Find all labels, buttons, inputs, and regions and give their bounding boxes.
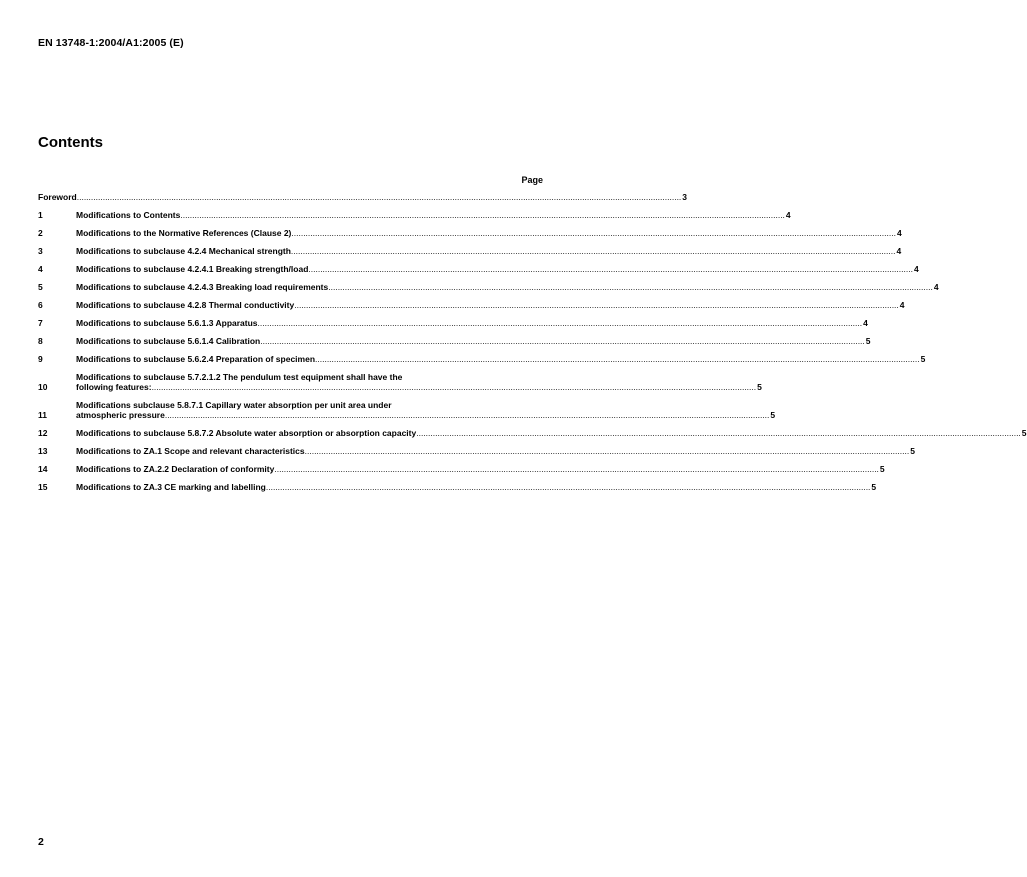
- toc-entry-title: atmospheric pressure: [76, 410, 165, 420]
- toc-entry-title: Modifications to subclause 5.7.2.1.2 The pendulum test equipment shall have the: [76, 372, 403, 382]
- toc-leader-dots: [77, 192, 682, 202]
- toc-entry-page: 4: [933, 282, 939, 292]
- toc-leader-dots: [416, 428, 1021, 438]
- toc-entry[interactable]: [38, 446, 915, 456]
- toc-entry[interactable]: [38, 210, 791, 220]
- toc-entry[interactable]: [38, 300, 905, 310]
- toc-entry-number: 5: [38, 282, 43, 292]
- toc-entry[interactable]: [38, 482, 877, 492]
- toc-leader-dots: [165, 410, 770, 420]
- toc-entry[interactable]: [38, 192, 688, 202]
- toc-entry-page: 4: [913, 264, 919, 274]
- toc-entry-title: Modifications to ZA.1 Scope and relevant characteristics: [76, 446, 305, 456]
- toc-entry-title: Modifications to subclause 5.6.2.4 Preparation of specimen: [76, 354, 316, 364]
- toc-leader-dots: [266, 482, 871, 492]
- toc-entry-page: 3: [682, 192, 688, 202]
- page-number: 2: [38, 836, 44, 848]
- toc-leader-dots: [180, 210, 785, 220]
- toc-entry[interactable]: [38, 246, 902, 256]
- toc-entry[interactable]: [38, 428, 1027, 438]
- toc-entry-title: Modifications to subclause 5.8.7.2 Absolute water absorption or absorption capacity: [76, 428, 417, 438]
- toc-entry-page: 5: [879, 464, 885, 474]
- toc-entry[interactable]: [38, 318, 868, 328]
- toc-entry[interactable]: [38, 336, 871, 346]
- toc-entry[interactable]: [38, 464, 885, 474]
- toc-entry-number: 9: [38, 354, 43, 364]
- toc-entry[interactable]: [38, 264, 919, 274]
- toc-leader-dots: [294, 300, 899, 310]
- toc-entry-title: Modifications to subclause 4.2.4.1 Breaking strength/load: [76, 264, 309, 274]
- toc-entry-page: 5: [920, 354, 926, 364]
- toc-entry[interactable]: [38, 400, 776, 420]
- toc-entry-title: Foreword: [38, 192, 77, 202]
- toc-entry-number: 15: [38, 482, 48, 492]
- toc-entry-title: Modifications to the Normative References (Clause 2): [76, 228, 292, 238]
- toc-leader-dots: [291, 246, 896, 256]
- toc-leader-dots: [274, 464, 879, 474]
- toc-entry-page: 5: [1021, 428, 1027, 438]
- toc-entry-page: 5: [757, 382, 762, 392]
- toc-entry-title: Modifications to subclause 4.2.8 Thermal conductivity: [76, 300, 295, 310]
- toc-entry-number: 4: [38, 264, 43, 274]
- toc-entry-page: 4: [899, 300, 905, 310]
- toc-entry-page: 4: [896, 246, 902, 256]
- toc-leader-dots: [308, 264, 913, 274]
- toc-leader-dots: [152, 382, 757, 392]
- toc-entry-number: 10: [38, 382, 48, 392]
- toc-entry-title: following features:: [76, 382, 152, 392]
- toc-entry-title: Modifications to ZA.3 CE marking and labelling: [76, 482, 266, 492]
- toc-entry-page: 5: [865, 336, 871, 346]
- toc-entry[interactable]: [38, 228, 902, 238]
- toc-entry-title: Modifications to Contents: [76, 210, 181, 220]
- toc-entry-title: Modifications to ZA.2.2 Declaration of conformity: [76, 464, 275, 474]
- toc-leader-dots: [260, 336, 865, 346]
- toc-entry-page: 4: [863, 318, 868, 328]
- toc-entry-number: 13: [38, 446, 48, 456]
- document-header: EN 13748-1:2004/A1:2005 (E): [38, 37, 184, 49]
- toc-leader-dots: [315, 354, 920, 364]
- toc-entry-number: 1: [38, 210, 43, 220]
- table-of-contents: [38, 192, 1027, 500]
- toc-entry-title: Modifications to subclause 5.6.1.3 Apparatus: [76, 318, 258, 328]
- page-column-label: Page: [521, 175, 543, 185]
- toc-entry-number: 3: [38, 246, 43, 256]
- toc-entry-number: 8: [38, 336, 43, 346]
- toc-entry-number: 14: [38, 464, 48, 474]
- toc-entry-page: 4: [896, 228, 902, 238]
- toc-entry-number: 7: [38, 318, 43, 328]
- toc-entry-page: 5: [910, 446, 915, 456]
- toc-entry-page: 4: [785, 210, 791, 220]
- toc-leader-dots: [291, 228, 896, 238]
- toc-leader-dots: [328, 282, 933, 292]
- toc-entry[interactable]: [38, 354, 926, 364]
- toc-entry[interactable]: [38, 282, 939, 292]
- toc-entry-title: Modifications to subclause 5.6.1.4 Calibration: [76, 336, 261, 346]
- contents-title: Contents: [38, 134, 103, 151]
- toc-entry-number: 11: [38, 410, 47, 420]
- toc-entry-title: Modifications to subclause 4.2.4.3 Breaking load requirements: [76, 282, 329, 292]
- toc-entry[interactable]: [38, 372, 762, 392]
- toc-entry-title: Modifications to subclause 4.2.4 Mechanical strength: [76, 246, 291, 256]
- toc-entry-title: Modifications subclause 5.8.7.1 Capillary water absorption per unit area under: [76, 400, 392, 410]
- toc-leader-dots: [258, 318, 863, 328]
- toc-entry-page: 5: [871, 482, 877, 492]
- toc-entry-number: 12: [38, 428, 48, 438]
- toc-entry-number: 2: [38, 228, 43, 238]
- toc-leader-dots: [305, 446, 910, 456]
- toc-entry-page: 5: [770, 410, 776, 420]
- toc-entry-number: 6: [38, 300, 43, 310]
